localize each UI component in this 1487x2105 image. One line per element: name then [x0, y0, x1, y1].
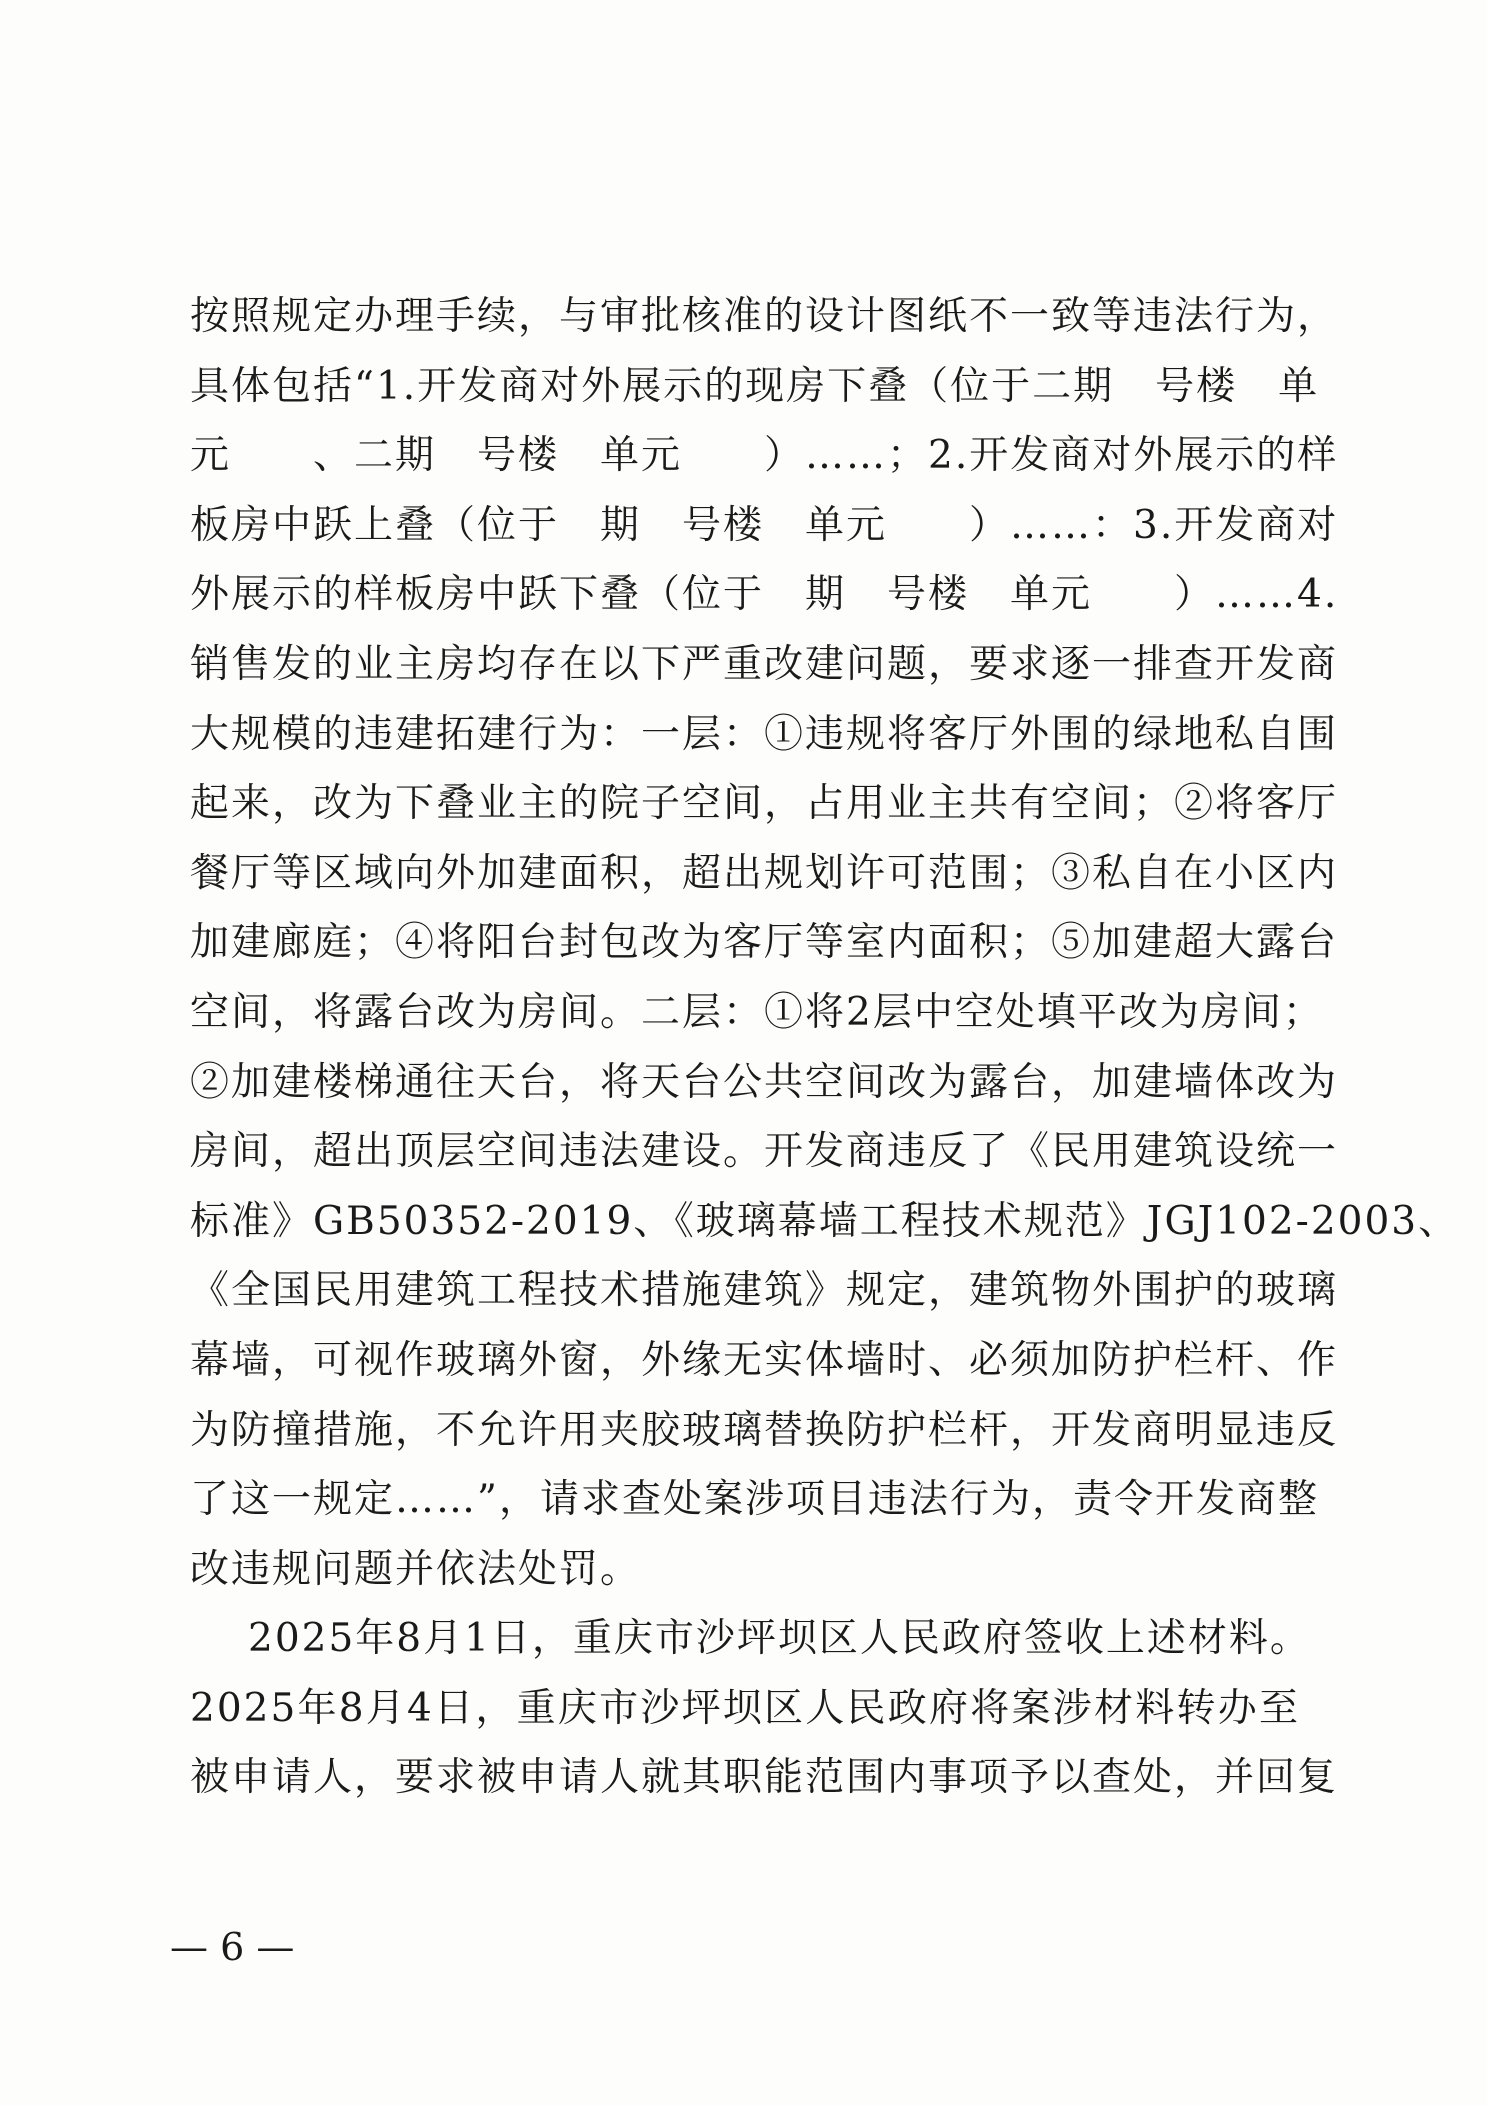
text-line: 房间，超出顶层空间违法建设。开发商违反了《民用建筑设统一 [190, 1129, 1339, 1175]
text-line: 了这一规定……”，请求查处案涉项目违法行为，责令开发商整 [190, 1477, 1319, 1523]
text-line: 为防撞措施，不允许用夹胶玻璃替换防护栏杆，开发商明显违反 [190, 1407, 1339, 1453]
text-line: 外展示的样板房中跃下叠（位于 期 号楼 单元 ）……4. [190, 572, 1339, 618]
text-line: 加建廊庭；④将阳台封包改为客厅等室内面积；⑤加建超大露台 [190, 920, 1339, 966]
text-line: 改违规问题并依法处罚。 [190, 1546, 642, 1592]
text-line: 餐厅等区域向外加建面积，超出规划许可范围；③私自在小区内 [190, 850, 1339, 896]
text-line: 《全国民用建筑工程技术措施建筑》规定，建筑物外围护的玻璃 [190, 1268, 1339, 1314]
text-line: 2025年8月4日，重庆市沙坪坝区人民政府将案涉材料转办至 [190, 1685, 1300, 1731]
text-line: ②加建楼梯通往天台，将天台公共空间改为露台，加建墙体改为 [190, 1059, 1339, 1105]
text-line: 板房中跃上叠（位于 期 号楼 单元 ）……：3.开发商对 [190, 502, 1339, 548]
text-line: 按照规定办理手续，与审批核准的设计图纸不一致等违法行为， [190, 294, 1339, 339]
text-line: 元 、二期 号楼 单元 ）……；2.开发商对外展示的样 [190, 433, 1339, 479]
body-text [190, 282, 1460, 1813]
text-line: 幕墙，可视作玻璃外窗，外缘无实体墙时、必须加防护栏杆、作 [190, 1337, 1339, 1383]
text-line: 销售发的业主房均存在以下严重改建问题，要求逐一排查开发商 [190, 641, 1339, 687]
page-number: — 6 — [170, 1925, 295, 1969]
text-line: 标准》GB50352-2019、《玻璃幕墙工程技术规范》JGJ102-2003、 [190, 1198, 1460, 1244]
text-line: 起来，改为下叠业主的院子空间，占用业主共有空间；②将客厅 [190, 781, 1339, 827]
text-line: 大规模的违建拓建行为：一层：①违规将客厅外围的绿地私自围 [190, 711, 1339, 757]
text-line: 空间，将露台改为房间。二层：①将2层中空处填平改为房间； [190, 989, 1324, 1035]
text-line: 具体包括“1.开发商对外展示的现房下叠（位于二期 号楼 单 [190, 363, 1320, 409]
text-line: 被申请人，要求被申请人就其职能范围内事项予以查处，并回复 [190, 1755, 1339, 1801]
text-line: 2025年8月1日，重庆市沙坪坝区人民政府签收上述材料。 [248, 1616, 1311, 1662]
